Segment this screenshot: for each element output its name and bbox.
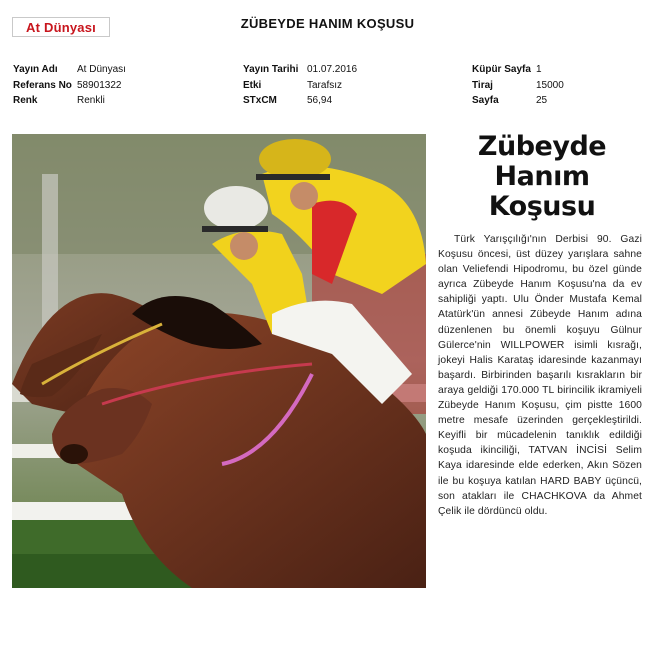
headline-line: Hanım (494, 161, 590, 192)
meta-row (13, 78, 126, 94)
meta-column-2 (243, 62, 357, 109)
meta-row (472, 93, 564, 109)
page-title: ZÜBEYDE HANIM KOŞUSU (240, 16, 415, 31)
meta-value: 1 (536, 64, 542, 75)
meta-value: 58901322 (77, 79, 122, 91)
meta-key: Sayfa (472, 95, 499, 106)
meta-key: Küpür Sayfa (472, 64, 531, 75)
meta-row (243, 78, 357, 94)
meta-key: Tiraj (472, 79, 493, 91)
meta-key: Referans No (13, 79, 72, 91)
meta-row (472, 62, 564, 78)
meta-value: At Dünyası (77, 64, 126, 75)
meta-value: Tarafsız (307, 79, 343, 91)
meta-value: 56,94 (307, 95, 333, 106)
meta-row (243, 93, 357, 109)
meta-value: 15000 (536, 79, 564, 91)
headline-line: Zübeyde (477, 131, 607, 162)
article-body: Türk Yarışçılığı'nın Derbisi 90. Gazi Koşusu öncesi, üst düzey yarışlara sahne olan Veliefendi Hipodromu, bu özel günde ayrıca Zübeyde Hanım Koşusu'na da ev sahipliği yaptı. Ulu Önder Mustafa Kemal Atatürk'ün annesi Zübeyde Hanım adına düzenlenen bu önemli koşuyu Gülnur Gülerce'nin WILLPOWER isimli kısrağı, jokeyi Halis Karataş idaresinde kazanmayı başardı. Birbirinden başarılı kısrakların bir araya geldiği 170.000 TL birincilik ikramiyeli Zübeyde Hanım Koşusu, çim pistte 1600 metre mesafe üzerinden gerçekleştirildi. Keyifli bir mücadelenin tanıklık edildiği koşuda ikinciliği, TATVAN İNCİSİ Selim Kaya idaresinde elde ederken, Akın Sözen ile bu koşuya katılan HARD BABY üçüncü, son atakları ile CHACHKOVA da Ahmet Çelik ile dördüncü oldu. (438, 234, 642, 517)
meta-row (243, 62, 357, 78)
meta-value: Renkli (77, 95, 105, 106)
meta-row (472, 78, 564, 94)
meta-column-1 (13, 62, 126, 109)
meta-key: Renk (13, 95, 38, 106)
horse-race-photo (12, 134, 426, 588)
meta-key: STxCM (243, 95, 277, 106)
meta-key: Etki (243, 79, 262, 91)
meta-row (13, 93, 126, 109)
meta-key: Yayın Tarihi (243, 64, 299, 75)
meta-column-3 (472, 62, 564, 109)
horse-race-illustration (12, 134, 426, 588)
headline-line: Koşusu (488, 191, 596, 222)
meta-value: 01.07.2016 (307, 64, 358, 75)
meta-key: Yayın Adı (13, 64, 58, 75)
meta-value: 25 (536, 95, 548, 106)
logo-text: At Dünyası (26, 19, 96, 35)
article-headline (438, 132, 646, 222)
meta-row (13, 62, 126, 78)
